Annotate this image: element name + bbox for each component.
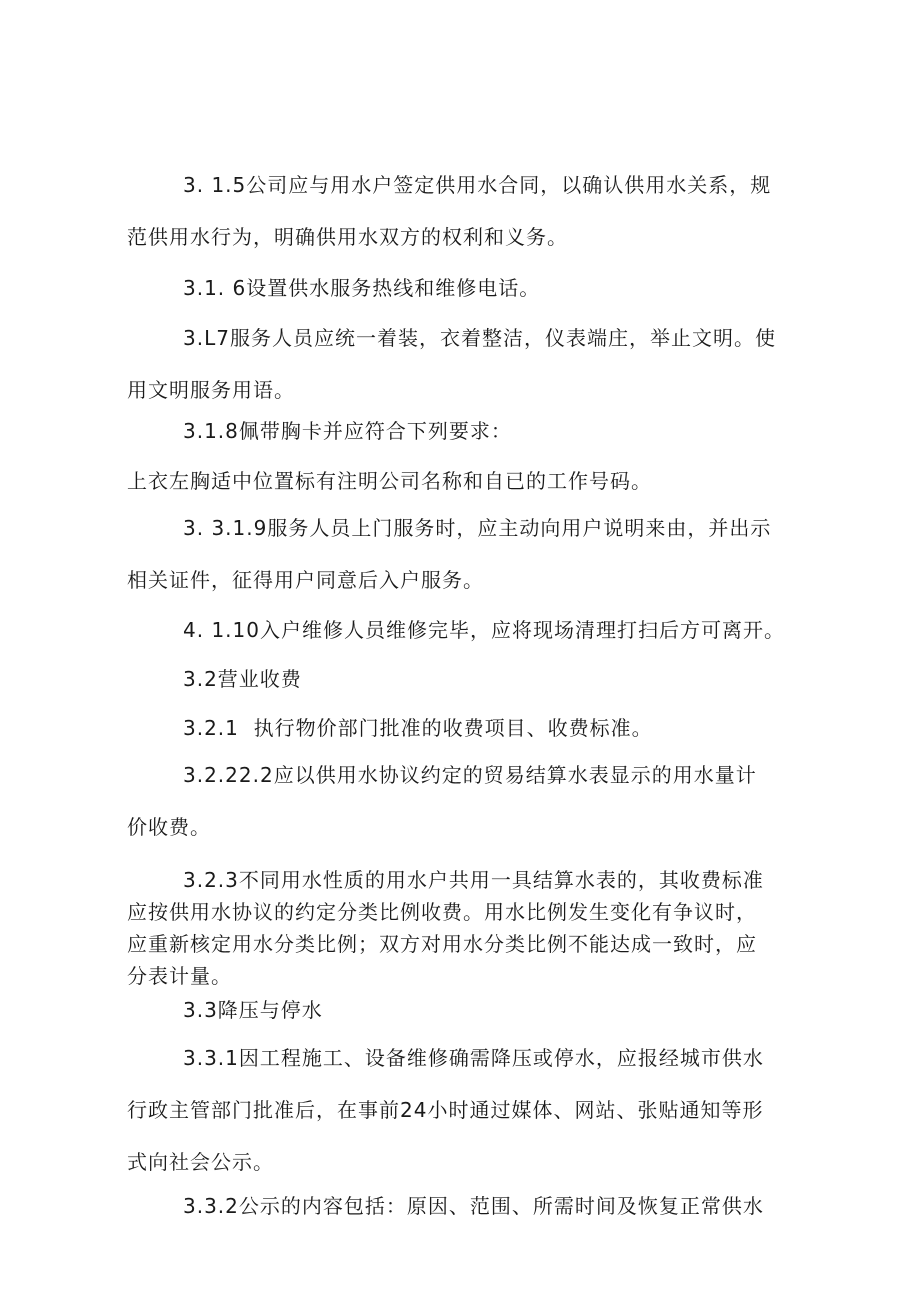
text-line: 应按供用水协议的约定分类比例收费。用水比例发生变化有争议时， <box>127 900 757 924</box>
text-line: 用文明服务用语。 <box>127 378 295 402</box>
text-line: 3.2.3不同用水性质的用水户共用一具结算水表的，其收费标准 <box>183 868 764 892</box>
text-line: 3.L7服务人员应统一着装，衣着整洁，仪表端庄，举止文明。使 <box>183 326 776 350</box>
text-line: 3.3降压与停水 <box>183 998 323 1022</box>
paragraph-3-3-2 <box>127 1146 797 1266</box>
text-line: 4. 1.10入户维修人员维修完毕，应将现场清理打扫后方可离开。 <box>183 618 785 642</box>
text-line: 范供用水行为，明确供用水双方的权利和义务。 <box>127 225 568 249</box>
text-line: 价收费。 <box>127 815 211 839</box>
text-line: 3.2营业收费 <box>183 667 302 691</box>
text-line: 3.2.1 执行物价部门批准的收费项目、收费标准。 <box>183 716 653 740</box>
text-line: 行政主管部门批准后，在事前24小时通过媒体、网站、张贴通知等形 <box>127 1098 764 1122</box>
text-line: 3.1. 6设置供水服务热线和维修电话。 <box>183 276 541 300</box>
text-line: 3.3.2公示的内容包括：原因、范围、所需时间及恢复正常供水 <box>183 1194 764 1218</box>
text-line: 3. 3.1.9服务人员上门服务时，应主动向用户说明来由，并出示 <box>183 516 772 540</box>
text-line: 3.2.22.2应以供用水协议约定的贸易结算水表显示的用水量计 <box>183 763 757 787</box>
text-line: 分表计量。 <box>127 964 232 988</box>
text-line: 上衣左胸适中位置标有注明公司名称和自已的工作号码。 <box>127 469 652 493</box>
text-line: 式向社会公示。 <box>127 1150 274 1174</box>
text-line: 3.3.1因工程施工、设备维修确需降压或停水，应报经城市供水 <box>183 1046 764 1070</box>
text-line: 应重新核定用水分类比例；双方对用水分类比例不能达成一致时，应 <box>127 932 757 956</box>
text-line: 3. 1.5公司应与用水户签定供用水合同，以确认供用水关系，规 <box>183 173 772 197</box>
text-line: 3.1.8佩带胸卡并应符合下列要求： <box>183 419 512 443</box>
text-line: 相关证件，征得用户同意后入户服务。 <box>127 568 484 592</box>
